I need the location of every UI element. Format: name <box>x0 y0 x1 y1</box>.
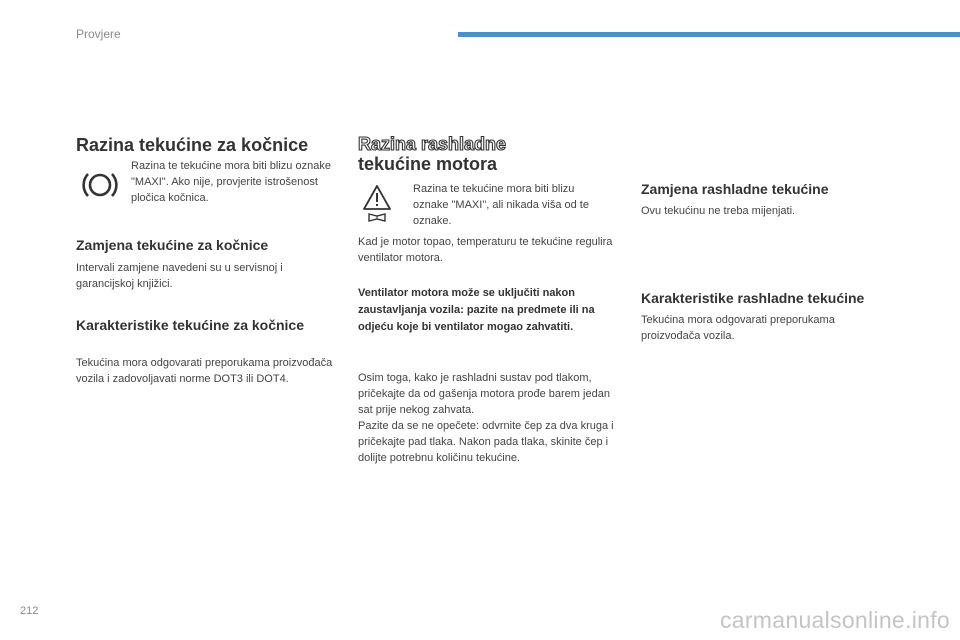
brake-replace-text: Intervali zamjene navedeni su u servisnoj i garancijskoj knjižici. <box>76 262 283 290</box>
fan-warning-icon <box>361 182 393 222</box>
coolant-fan-text: Kad je motor topao, temperaturu te tekućine regulira ventilator motora. <box>358 236 613 264</box>
coolant-spec-title: Karakteristike rashladne tekućine <box>641 290 865 306</box>
coolant-cap-text: Pazite da se ne opečete: odvrnite čep za dva kruga i pričekajte pad tlaka. Nakon pada tlaka, skinite čep i dolijte potrebnu količinu tekućine. <box>358 420 614 464</box>
coolant-replace-text: Ovu tekućinu ne treba mijenjati. <box>641 205 796 217</box>
header-accent-bar <box>458 32 960 37</box>
brake-fluid-level-title: Razina tekućine za kočnice <box>76 135 309 155</box>
coolant-title-line1: Razina rashladne <box>358 134 507 154</box>
coolant-spec-text: Tekućina mora odgovarati preporukama proizvođača vozila. <box>641 314 835 342</box>
brake-spec-title: Karakteristike tekućine za kočnice <box>76 317 305 333</box>
brake-warning-icon <box>80 168 120 202</box>
page-number: 212 <box>20 605 39 617</box>
fan-warning-text: Ventilator motora može se uključiti nakon zaustavljanja vozila: pazite na predmete ili na odjeću koje bi ventilator mogao zahvatiti. <box>358 287 595 333</box>
brake-replace-title: Zamjena tekućine za kočnice <box>76 237 269 253</box>
brake-level-intro: Razina te tekućine mora biti blizu oznake "MAXI". Ako nije, provjerite istrošenost pločica kočnica. <box>131 160 331 204</box>
coolant-pressure-text: Osim toga, kako je rashladni sustav pod tlakom, pričekajte da od gašenja motora prođe barem jedan sat prije nekog zahvata. <box>358 372 610 416</box>
coolant-level-intro: Razina te tekućine mora biti blizu oznake "MAXI", ali nikada viša od te oznake. <box>413 183 589 227</box>
watermark: carmanualsonline.info <box>719 607 950 633</box>
section-title: Provjere <box>76 27 121 41</box>
brake-spec-text: Tekućina mora odgovarati preporukama proizvođača vozila i zadovoljavati norme DOT3 ili DOT4. <box>76 357 333 385</box>
coolant-replace-title: Zamjena rashladne tekućine <box>641 181 829 197</box>
coolant-level-title <box>358 134 618 174</box>
coolant-title-line2: tekućine motora <box>358 154 498 174</box>
